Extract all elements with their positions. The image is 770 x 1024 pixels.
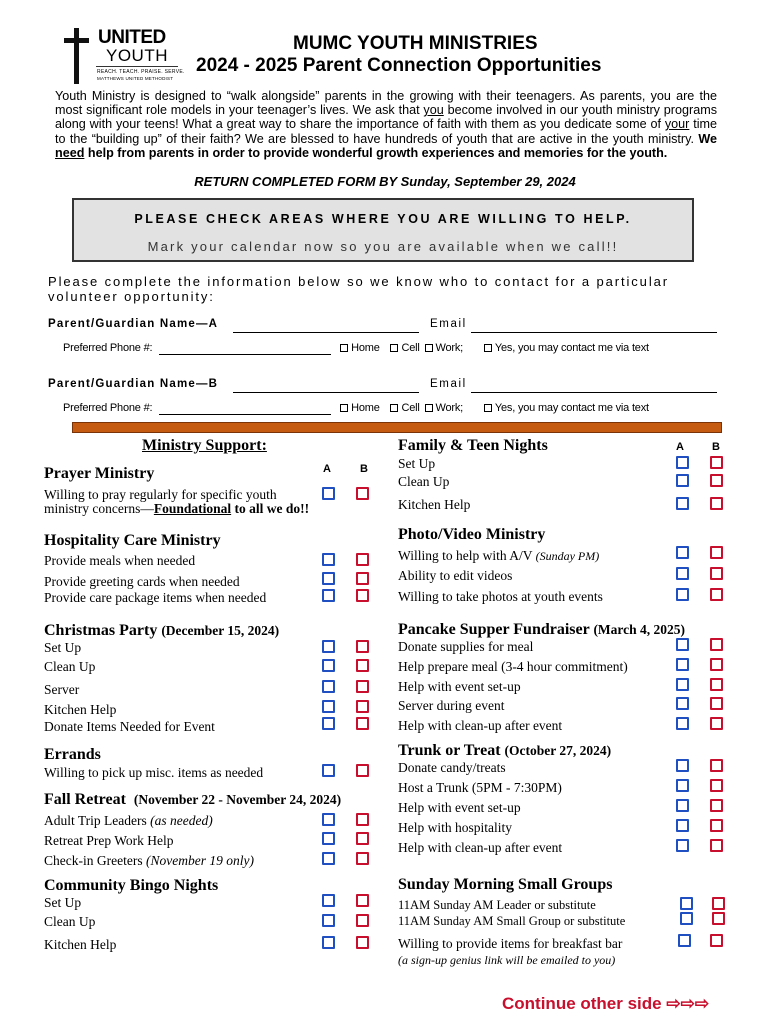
family-cleanup-checkbox-a[interactable] bbox=[676, 474, 689, 487]
guardian-b-text-ok-checkbox[interactable] bbox=[484, 404, 492, 412]
hospitality-meals-checkbox-a[interactable] bbox=[322, 553, 335, 566]
hospitality-heading: Hospitality Care Ministry bbox=[44, 532, 221, 549]
bingo-item: Kitchen Help bbox=[44, 937, 117, 952]
logo-youth: YOUTH bbox=[106, 46, 168, 65]
prayer-ministry-heading: Prayer Ministry bbox=[44, 465, 155, 482]
christmas-cleanup-checkbox-b[interactable] bbox=[356, 659, 369, 672]
trunk-item: Help with hospitality bbox=[398, 820, 512, 835]
christmas-setup-checkbox-a[interactable] bbox=[322, 640, 335, 653]
family-item: Kitchen Help bbox=[398, 497, 471, 512]
intro-paragraph: Youth Ministry is designed to “walk alongside” parents in the growing with their teenagers. As parents, you are the most significant role models in your teenager’s lives. We ask that you become involved in our youth ministry programs along with your teens! What a great way to share the importance of faith with them as you dedicate some of your time to the “building up” of their faith? We are blessed to have hundreds of youth that are active in the youth ministry. We need help from parents in order to provide wonderful growth experiences and memories for the youth. bbox=[55, 89, 717, 160]
guardian-a-row: Parent/Guardian Name—A bbox=[48, 314, 419, 333]
logo-tagline-church: MATTHEWS UNITED METHODIST bbox=[97, 76, 174, 81]
guardian-b-email-field[interactable] bbox=[471, 374, 717, 393]
guardian-a-home-checkbox[interactable] bbox=[340, 344, 348, 352]
trunk-cleanup-checkbox-b[interactable] bbox=[710, 839, 723, 852]
trunk-host-checkbox-a[interactable] bbox=[676, 779, 689, 792]
cross-icon bbox=[74, 28, 79, 84]
photo-item: Ability to edit videos bbox=[398, 568, 513, 583]
united-youth-logo bbox=[64, 24, 184, 84]
christmas-cleanup-checkbox-a[interactable] bbox=[322, 659, 335, 672]
christmas-server-checkbox-a[interactable] bbox=[322, 680, 335, 693]
pancake-server-checkbox-b[interactable] bbox=[710, 697, 723, 710]
guardian-a-text-ok-checkbox[interactable] bbox=[484, 344, 492, 352]
small-groups-item: 11AM Sunday AM Leader or substitute bbox=[398, 898, 596, 912]
guardian-a-name-field[interactable] bbox=[233, 314, 419, 333]
continue-other-side: Continue other side ⇨⇨⇨ bbox=[502, 994, 710, 1013]
section-divider bbox=[72, 422, 722, 433]
column-b-header-right: B bbox=[712, 441, 720, 453]
hospitality-cards-checkbox-b[interactable] bbox=[356, 572, 369, 585]
errands-item: Willing to pick up misc. items as needed bbox=[44, 765, 264, 780]
bingo-item: Clean Up bbox=[44, 914, 96, 929]
prayer-checkbox-b[interactable] bbox=[356, 487, 369, 500]
smallgroup-group-checkbox-a[interactable] bbox=[680, 912, 693, 925]
hospitality-care-checkbox-a[interactable] bbox=[322, 589, 335, 602]
family-teen-nights-heading: Family & Teen Nights bbox=[398, 437, 548, 454]
photo-edit-checkbox-b[interactable] bbox=[710, 567, 723, 580]
bingo-kitchen-checkbox-b[interactable] bbox=[356, 936, 369, 949]
photo-item: Willing to help with A/V (Sunday PM) bbox=[398, 548, 600, 563]
smallgroup-group-checkbox-b[interactable] bbox=[712, 912, 725, 925]
pancake-item: Help with clean-up after event bbox=[398, 718, 563, 733]
trunk-setup-checkbox-b[interactable] bbox=[710, 799, 723, 812]
retreat-greeters-checkbox-b[interactable] bbox=[356, 852, 369, 865]
guardian-b-cell-checkbox[interactable] bbox=[390, 404, 398, 412]
bingo-kitchen-checkbox-a[interactable] bbox=[322, 936, 335, 949]
christmas-party-heading: Christmas Party (December 15, 2024) bbox=[44, 622, 280, 639]
banner-heading: PLEASE CHECK AREAS WHERE YOU ARE WILLING TO HELP. bbox=[134, 212, 632, 226]
small-groups-heading: Sunday Morning Small Groups bbox=[398, 876, 613, 893]
prayer-item-line2: ministry concerns—Foundational to all we do!! bbox=[44, 501, 310, 516]
retreat-item: Check-in Greeters (November 19 only) bbox=[44, 853, 254, 868]
photo-av-checkbox-b[interactable] bbox=[710, 546, 723, 559]
photo-item: Willing to take photos at youth events bbox=[398, 589, 603, 604]
guardian-b-home-checkbox[interactable] bbox=[340, 404, 348, 412]
trunk-candy-checkbox-b[interactable] bbox=[710, 759, 723, 772]
pancake-donate-checkbox-a[interactable] bbox=[676, 638, 689, 651]
errands-heading: Errands bbox=[44, 746, 101, 763]
logo-tagline: REACH. TEACH. PRAISE. SERVE. bbox=[97, 69, 185, 75]
family-setup-checkbox-b[interactable] bbox=[710, 456, 723, 469]
family-item: Clean Up bbox=[398, 474, 450, 489]
pancake-setup-checkbox-b[interactable] bbox=[710, 678, 723, 691]
trunk-or-treat-heading: Trunk or Treat (October 27, 2024) bbox=[398, 742, 612, 759]
column-a-header-right: A bbox=[676, 441, 684, 453]
smallgroup-breakfast-checkbox-b[interactable] bbox=[710, 934, 723, 947]
bingo-setup-checkbox-b[interactable] bbox=[356, 894, 369, 907]
hospitality-item: Provide greeting cards when needed bbox=[44, 574, 240, 589]
trunk-item: Host a Trunk (5PM - 7:30PM) bbox=[398, 780, 562, 795]
trunk-item: Help with clean-up after event bbox=[398, 840, 563, 855]
guardian-b-row: Parent/Guardian Name—B bbox=[48, 374, 419, 393]
hospitality-cards-checkbox-a[interactable] bbox=[322, 572, 335, 585]
small-groups-item: Willing to provide items for breakfast bar bbox=[398, 936, 623, 951]
guardian-a-phone-row: Preferred Phone #: Home Cell Work; Yes, you may contact me via text bbox=[63, 342, 649, 354]
retreat-leaders-checkbox-a[interactable] bbox=[322, 813, 335, 826]
pancake-setup-checkbox-a[interactable] bbox=[676, 678, 689, 691]
trunk-hospitality-checkbox-b[interactable] bbox=[710, 819, 723, 832]
guardian-a-cell-checkbox[interactable] bbox=[390, 344, 398, 352]
christmas-donate-checkbox-b[interactable] bbox=[356, 717, 369, 730]
fall-retreat-heading: Fall Retreat (November 22 - November 24, 2024) bbox=[44, 791, 342, 808]
retreat-item: Adult Trip Leaders (as needed) bbox=[44, 813, 213, 828]
pancake-server-checkbox-a[interactable] bbox=[676, 697, 689, 710]
hospitality-meals-checkbox-b[interactable] bbox=[356, 553, 369, 566]
bingo-cleanup-checkbox-b[interactable] bbox=[356, 914, 369, 927]
christmas-item: Kitchen Help bbox=[44, 702, 117, 717]
christmas-setup-checkbox-b[interactable] bbox=[356, 640, 369, 653]
instruction-banner bbox=[72, 198, 694, 262]
small-groups-note: (a sign-up genius link will be emailed to you) bbox=[398, 953, 616, 967]
family-item: Set Up bbox=[398, 456, 436, 471]
guardian-b-email-row: Email bbox=[430, 374, 717, 393]
guardian-b-phone-field[interactable] bbox=[159, 402, 331, 415]
ministry-support-heading: Ministry Support: bbox=[142, 437, 267, 454]
guardian-a-email-row: Email bbox=[430, 314, 717, 333]
photo-edit-checkbox-a[interactable] bbox=[676, 567, 689, 580]
family-setup-checkbox-a[interactable] bbox=[676, 456, 689, 469]
pancake-item: Help prepare meal (3-4 hour commitment) bbox=[398, 659, 628, 674]
pancake-prepare-checkbox-b[interactable] bbox=[710, 658, 723, 671]
christmas-kitchen-checkbox-b[interactable] bbox=[356, 700, 369, 713]
trunk-item: Donate candy/treats bbox=[398, 760, 506, 775]
trunk-setup-checkbox-a[interactable] bbox=[676, 799, 689, 812]
pancake-item: Server during event bbox=[398, 698, 505, 713]
prayer-item-line1: Willing to pray regularly for specific youth bbox=[44, 487, 277, 502]
page-subtitle: 2024 - 2025 Parent Connection Opportunities bbox=[196, 55, 602, 76]
pancake-prepare-checkbox-a[interactable] bbox=[676, 658, 689, 671]
return-deadline: RETURN COMPLETED FORM BY Sunday, September 29, 2024 bbox=[194, 174, 576, 189]
photo-take-checkbox-b[interactable] bbox=[710, 588, 723, 601]
christmas-item: Clean Up bbox=[44, 659, 96, 674]
hospitality-item: Provide meals when needed bbox=[44, 553, 196, 568]
smallgroup-breakfast-checkbox-a[interactable] bbox=[678, 934, 691, 947]
guardian-a-email-field[interactable] bbox=[471, 314, 717, 333]
christmas-item: Set Up bbox=[44, 640, 82, 655]
smallgroup-leader-checkbox-a[interactable] bbox=[680, 897, 693, 910]
christmas-server-checkbox-b[interactable] bbox=[356, 680, 369, 693]
bingo-heading: Community Bingo Nights bbox=[44, 877, 219, 894]
retreat-prep-checkbox-a[interactable] bbox=[322, 832, 335, 845]
column-a-header: A bbox=[323, 463, 331, 475]
retreat-prep-checkbox-b[interactable] bbox=[356, 832, 369, 845]
guardian-b-name-field[interactable] bbox=[233, 374, 419, 393]
bingo-cleanup-checkbox-a[interactable] bbox=[322, 914, 335, 927]
errands-checkbox-b[interactable] bbox=[356, 764, 369, 777]
logo-united: UNITED bbox=[98, 27, 166, 48]
pancake-item: Help with event set-up bbox=[398, 679, 521, 694]
prayer-checkbox-a[interactable] bbox=[322, 487, 335, 500]
pancake-cleanup-checkbox-a[interactable] bbox=[676, 717, 689, 730]
photo-av-checkbox-a[interactable] bbox=[676, 546, 689, 559]
christmas-donate-checkbox-a[interactable] bbox=[322, 717, 335, 730]
smallgroup-leader-checkbox-b[interactable] bbox=[712, 897, 725, 910]
bingo-item: Set Up bbox=[44, 895, 82, 910]
trunk-item: Help with event set-up bbox=[398, 800, 521, 815]
guardian-a-phone-field[interactable] bbox=[159, 342, 331, 355]
trunk-cleanup-checkbox-a[interactable] bbox=[676, 839, 689, 852]
pancake-donate-checkbox-b[interactable] bbox=[710, 638, 723, 651]
errands-checkbox-a[interactable] bbox=[322, 764, 335, 777]
bingo-setup-checkbox-a[interactable] bbox=[322, 894, 335, 907]
trunk-host-checkbox-b[interactable] bbox=[710, 779, 723, 792]
hospitality-item: Provide care package items when needed bbox=[44, 590, 267, 605]
column-b-header: B bbox=[360, 463, 368, 475]
photo-take-checkbox-a[interactable] bbox=[676, 588, 689, 601]
family-kitchen-checkbox-b[interactable] bbox=[710, 497, 723, 510]
photo-video-heading: Photo/Video Ministry bbox=[398, 526, 546, 543]
pancake-supper-heading: Pancake Supper Fundraiser (March 4, 2025) bbox=[398, 621, 686, 638]
guardian-b-work-checkbox[interactable] bbox=[425, 404, 433, 412]
family-cleanup-checkbox-b[interactable] bbox=[710, 474, 723, 487]
contact-instructions: Please complete the information below so we know who to contact for a particular volunteer opportunity: bbox=[48, 274, 669, 304]
trunk-candy-checkbox-a[interactable] bbox=[676, 759, 689, 772]
hospitality-care-checkbox-b[interactable] bbox=[356, 589, 369, 602]
small-groups-item: 11AM Sunday AM Small Group or substitute bbox=[398, 914, 626, 928]
family-kitchen-checkbox-a[interactable] bbox=[676, 497, 689, 510]
christmas-kitchen-checkbox-a[interactable] bbox=[322, 700, 335, 713]
guardian-b-phone-row: Preferred Phone #: Home Cell Work; Yes, you may contact me via text bbox=[63, 402, 649, 414]
pancake-cleanup-checkbox-b[interactable] bbox=[710, 717, 723, 730]
christmas-item: Server bbox=[44, 682, 80, 697]
retreat-greeters-checkbox-a[interactable] bbox=[322, 852, 335, 865]
trunk-hospitality-checkbox-a[interactable] bbox=[676, 819, 689, 832]
pancake-item: Donate supplies for meal bbox=[398, 639, 534, 654]
banner-subheading: Mark your calendar now so you are available when we call!! bbox=[147, 239, 619, 254]
guardian-a-work-checkbox[interactable] bbox=[425, 344, 433, 352]
page-title: MUMC YOUTH MINISTRIES bbox=[293, 33, 538, 54]
retreat-leaders-checkbox-b[interactable] bbox=[356, 813, 369, 826]
retreat-item: Retreat Prep Work Help bbox=[44, 833, 174, 848]
christmas-item: Donate Items Needed for Event bbox=[44, 719, 215, 734]
